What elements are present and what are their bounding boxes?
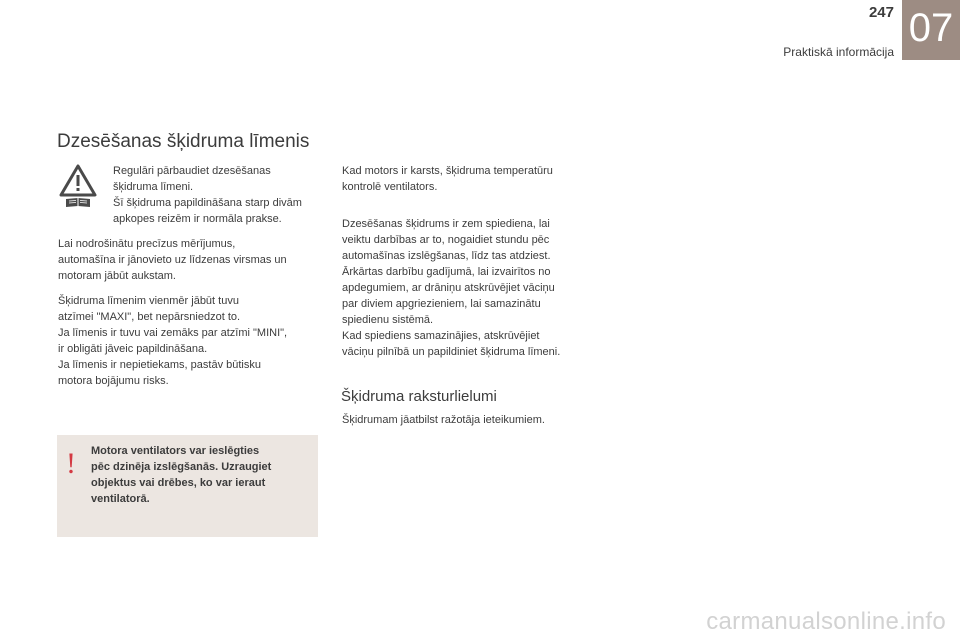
text-line: Šķidruma līmenim vienmēr jābūt tuvu <box>58 295 239 307</box>
warning-line: objektus vai drēbes, ko var ieraut <box>91 477 266 489</box>
text-line: kontrolē ventilators. <box>342 181 438 193</box>
page-title: Dzesēšanas šķidruma līmenis <box>57 131 310 152</box>
text-line: spiedienu sistēmā. <box>342 314 434 326</box>
text-line: motora bojājumu risks. <box>58 375 169 387</box>
warning-line: ventilatorā. <box>91 493 150 505</box>
warning-text <box>91 443 305 507</box>
text-line: atzīmei "MAXI", bet nepārsniedzot to. <box>58 311 241 323</box>
note-line: Regulāri pārbaudiet dzesēšanas <box>113 165 271 177</box>
text-line: Kad motors ir karsts, šķidruma temperatūru <box>342 165 553 177</box>
maintenance-book-warning-icon <box>58 163 98 209</box>
characteristics-paragraph <box>342 412 602 428</box>
note-line: Šī šķidruma papildināšana starp divām <box>113 197 302 209</box>
section-name: Praktiskā informācija <box>783 45 894 59</box>
watermark: carmanualsonline.info <box>706 608 946 635</box>
text-line: Ja līmenis ir tuvu vai zemāks par atzīmi "MINI", <box>58 327 288 339</box>
note-line: šķidruma līmeni. <box>113 181 194 193</box>
text-line: veiktu darbības ar to, nogaidiet stundu pēc <box>342 234 550 246</box>
warning-line: Motora ventilators var ieslēgties <box>91 445 260 457</box>
measurement-paragraph <box>58 236 323 284</box>
text-line: Kad spiediens samazinājies, atskrūvējiet <box>342 330 540 342</box>
fan-paragraph <box>342 163 602 195</box>
note-line: apkopes reizēm ir normāla prakse. <box>113 213 282 225</box>
chapter-tab: 07 <box>902 0 960 60</box>
text-line: Ārkārtas darbību gadījumā, lai izvairītos no <box>342 266 551 278</box>
page-number: 247 <box>868 4 894 21</box>
warning-line: pēc dzinēja izslēgšanās. Uzraugiet <box>91 461 272 473</box>
text-line: ir obligāti jāveic papildināšana. <box>58 343 208 355</box>
text-line: vāciņu pilnībā un papildiniet šķidruma līmeni. <box>342 346 561 358</box>
text-line: motoram jābūt aukstam. <box>58 270 176 282</box>
warning-exclamation-icon: ! <box>66 447 76 480</box>
text-line: Dzesēšanas šķidrums ir zem spiediena, lai <box>342 218 550 230</box>
level-paragraph <box>58 293 323 389</box>
text-line: automašīna ir jānovieto uz līdzenas virsmas un <box>58 254 287 266</box>
text-line: Šķidrumam jāatbilst ražotāja ieteikumiem. <box>342 414 545 426</box>
text-line: par diviem apgriezieniem, lai samazinātu <box>342 298 541 310</box>
text-line: automašīnas izslēgšanas, līdz tas atdziest. <box>342 250 551 262</box>
text-line: Ja līmenis ir nepietiekams, pastāv būtisku <box>58 359 261 371</box>
text-line: apdegumiem, ar drāniņu atskrūvējiet vāciņu <box>342 282 555 294</box>
text-line: Lai nodrošinātu precīzus mērījumus, <box>58 238 236 250</box>
maintenance-note <box>113 163 323 227</box>
section-subtitle: Šķidruma raksturlielumi <box>341 388 497 405</box>
pressure-paragraph <box>342 216 602 360</box>
